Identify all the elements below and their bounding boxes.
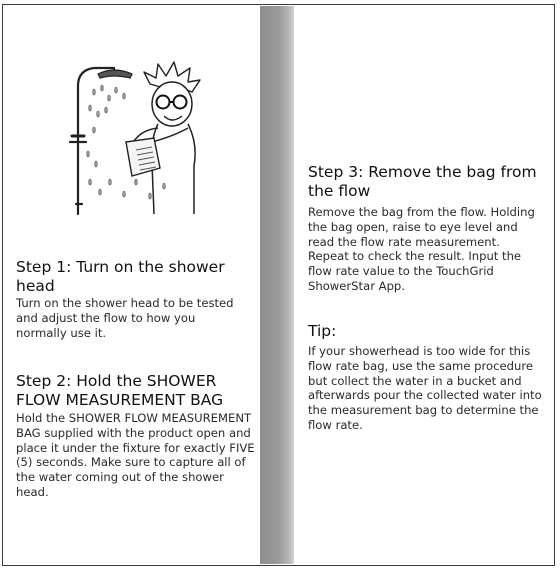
left-page: [4, 6, 260, 564]
step3-heading: Step 3: Remove the bag from the flow: [308, 163, 537, 200]
tip-body: If your showerhead is too wide for this flow rate bag, use the same procedure but collect the water in a bucket and afterwards pour the collected water into the measurement bag to determine the flow rate.: [308, 344, 542, 432]
step2-heading: Step 2: Hold the SHOWER FLOW MEASUREMENT BAG: [16, 372, 224, 409]
tip-heading: Tip:: [308, 322, 337, 340]
book-spine: [260, 6, 294, 564]
shower-illustration: [54, 54, 232, 224]
step3-body: Remove the bag from the flow. Holding the bag open, raise to eye level and read the flow rate measurement. Repeat to check the result. Input the flow rate value to the TouchGrid ShowerStar App.: [308, 205, 535, 293]
step2-body: Hold the SHOWER FLOW MEASUREMENT BAG supplied with the product open and place it under the fixture for exactly FIVE (5) seconds. Make sure to capture all of the water coming out of the shower head.: [16, 411, 255, 499]
right-page: [294, 6, 553, 564]
step1-heading: Step 1: Turn on the shower head: [16, 258, 225, 295]
step1-body: Turn on the shower head to be tested and adjust the flow to how you normally use it.: [16, 296, 234, 340]
